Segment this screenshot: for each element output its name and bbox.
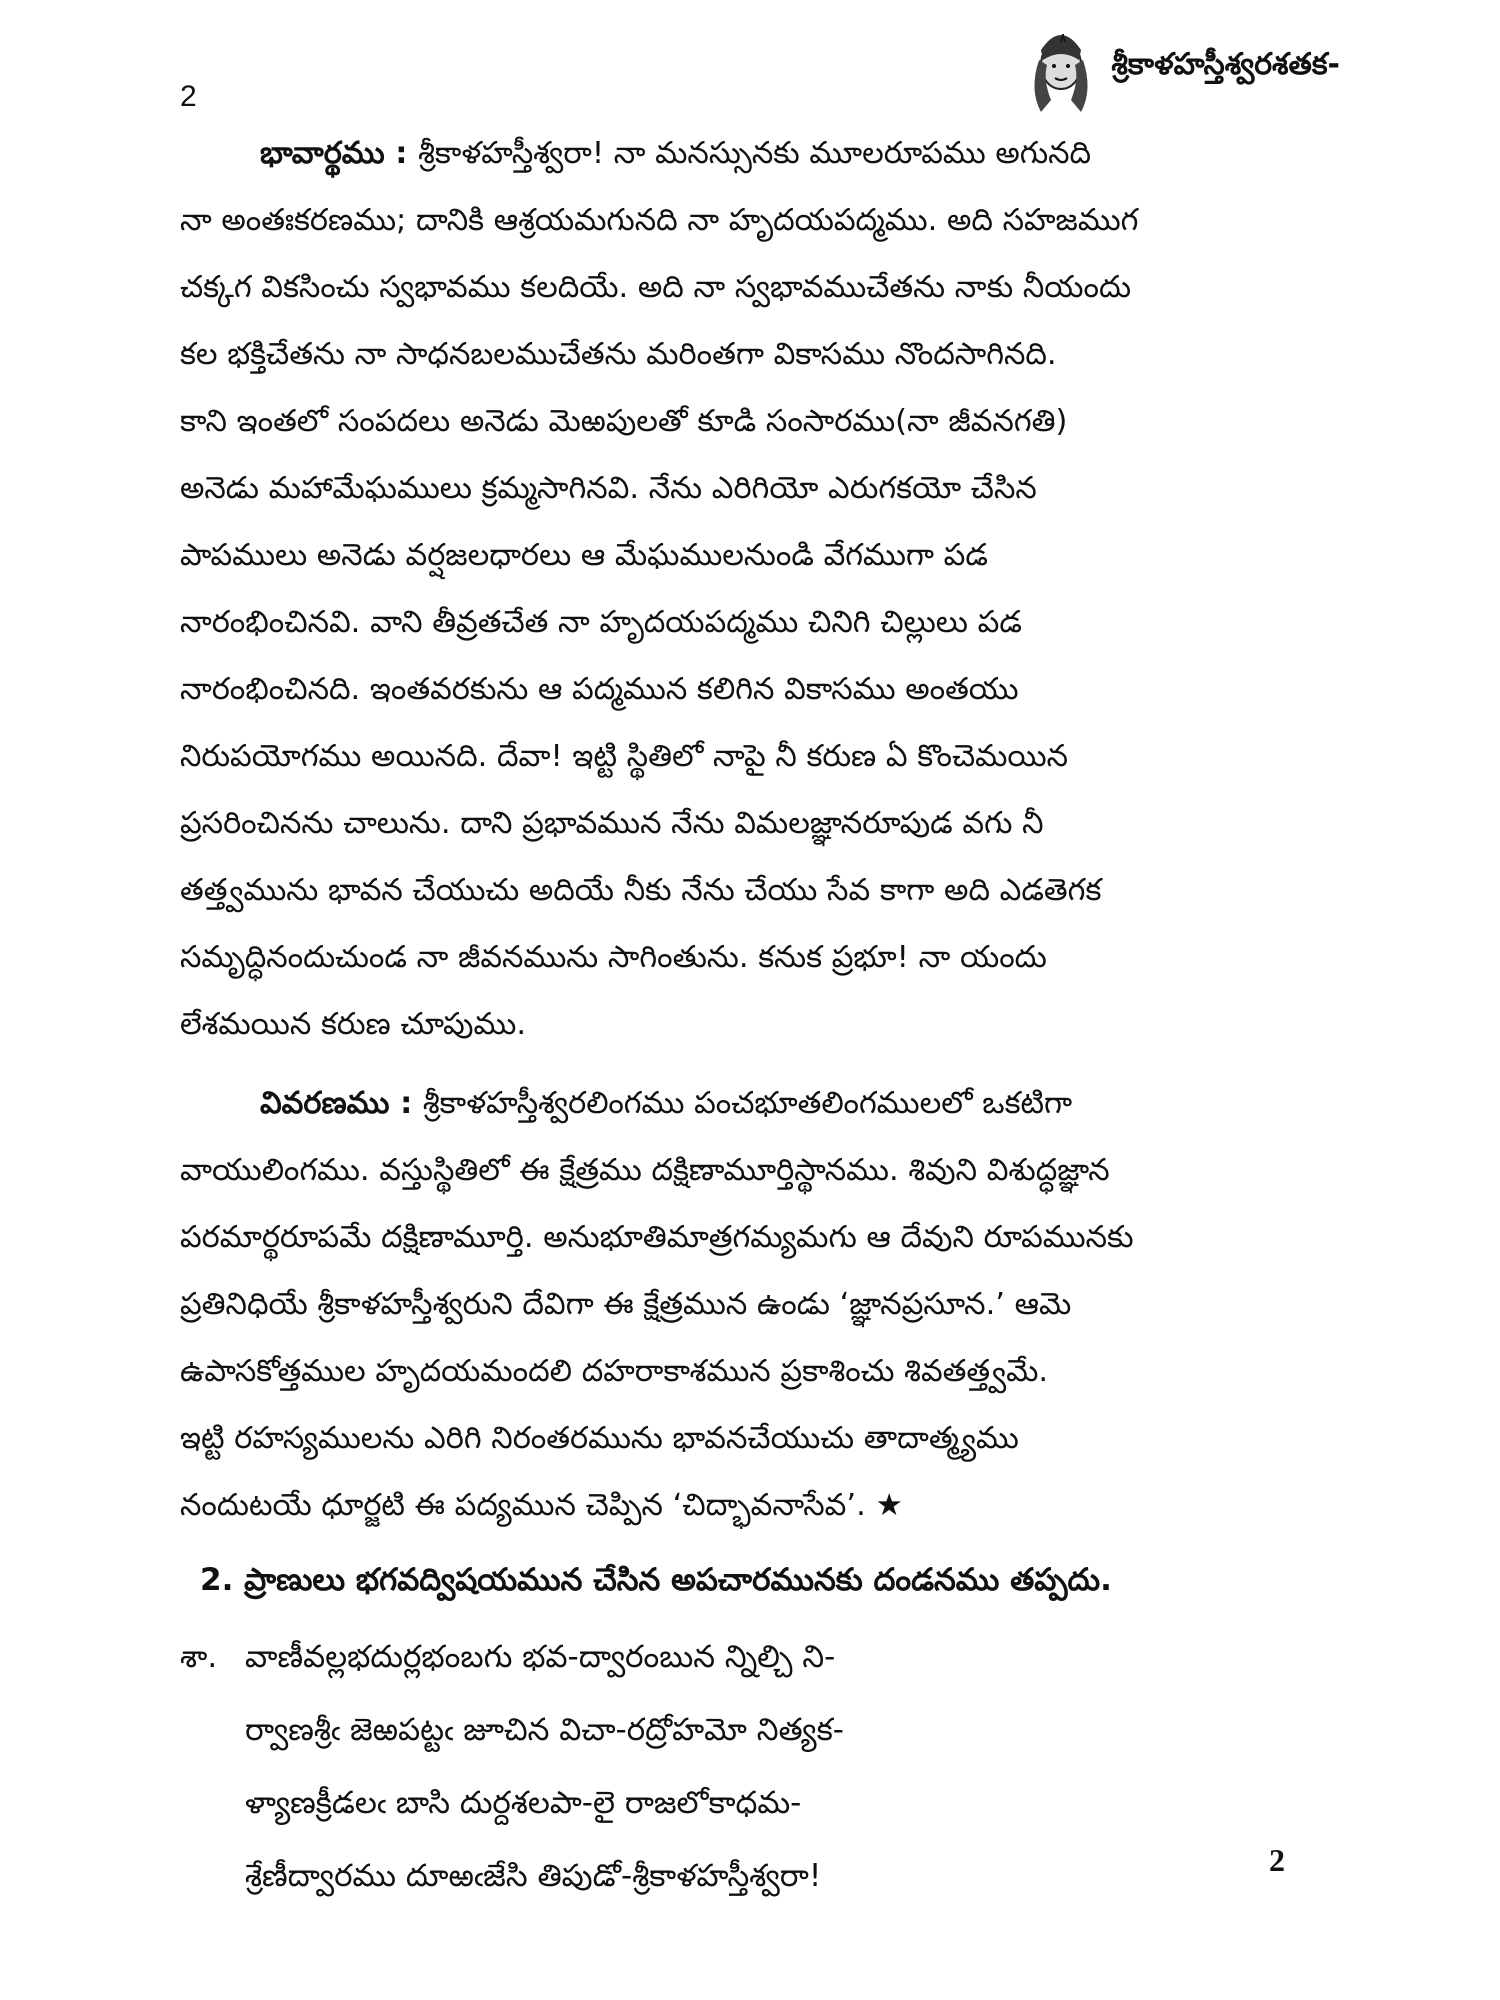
bhavardhamu-line: నారంభించినవి. వాని తీవ్రతచేత నా హృదయపద్మము చినిగి చిల్లులు పడ [180, 605, 1022, 640]
bhavardhamu-line: లేశమయిన కరుణ చూపుము. [180, 1007, 527, 1042]
verse-number: 2 [1269, 1842, 1285, 1878]
verse-line: ర్వాణశ్రీఁ జెఱపట్టఁ జూచిన విచా-రద్రోహమో నిత్యక- [245, 1712, 844, 1748]
vivaranamu-line: వాయులింగము. వస్తుస్థితిలో ఈ క్షేత్రము దక్షిణామూర్తిస్థానము. శివుని విశుద్ధజ్ఞాన [180, 1153, 1110, 1188]
bhavardhamu-line: నా అంతఃకరణము; దానికి ఆశ్రయమగునది నా హృదయపద్మము. అది సహజముగ [180, 203, 1139, 238]
running-header [1021, 20, 1340, 115]
page-body [180, 120, 1320, 1913]
bhavardhamu-line: కల భక్తిచేతను నా సాధనబలముచేతను మరింతగా వికాసము నొందసాగినది. [180, 337, 1057, 372]
shiva-portrait-icon [1021, 20, 1101, 115]
vivaranamu-line: ఉపాసకోత్తముల హృదయమందలి దహరాకాశమున ప్రకాశించు శివతత్త్వమే. [180, 1354, 1049, 1389]
vivaranamu-line: నందుటయే ధూర్జటి ఈ పద్యమున చెప్పిన ‘చిద్భావనాసేవ’. ★ [180, 1488, 903, 1523]
bhavardhamu-line: శ్రీకాళహస్తీశ్వరా! నా మనస్సునకు మూలరూపము అగునది [418, 136, 1092, 171]
bhavardhamu-line: కాని ఇంతలో సంపదలు అనెడు మెఱపులతో కూడి సంసారము(నా జీవనగతి) [180, 404, 1068, 439]
verse-line: వాణీవల్లభదుర్లభంబగు భవ-ద్వారంబున న్నిల్చి ని- [245, 1639, 836, 1675]
bhavardhamu-line: సమృద్ధినందుచుండ నా జీవనమును సాగింతును. కనుక ప్రభూ! నా యందు [180, 940, 1047, 975]
book-title: శ్రీకాళహస్తీశ్వరశతక- [1111, 46, 1340, 82]
bhavardhamu-line: చక్కగ వికసించు స్వభావము కలదియే. అది నా స్వభావముచేతను నాకు నీయందు [180, 270, 1132, 305]
verse-marker: శా. [180, 1639, 218, 1675]
vivaranamu-label: వివరణము : [260, 1086, 423, 1121]
page-number: 2 [180, 80, 197, 113]
bhavardhamu-line: తత్త్వమును భావన చేయుచు అదియే నీకు నేను చేయు సేవ కాగా అది ఎడతెగక [180, 873, 1102, 908]
bhavardhamu-paragraph [180, 120, 1320, 1058]
vivaranamu-line: ఇట్టి రహస్యములను ఎరిగి నిరంతరమును భావనచేయుచు తాదాత్మ్యము [180, 1421, 1019, 1456]
bhavardhamu-line: పాపములు అనెడు వర్షజలధారలు ఆ మేఘములనుండి వేగముగా పడ [180, 538, 988, 573]
verse-line: శ్రేణీద్వారము దూఱఁజేసి తిపుడో-శ్రీకాళహస్తీశ్వరా! [245, 1858, 822, 1894]
bhavardhamu-line: నారంభించినది. ఇంతవరకును ఆ పద్మమున కలిగిన వికాసము అంతయు [180, 672, 1019, 707]
vivaranamu-line: పరమార్థరూపమే దక్షిణామూర్తి. అనుభూతిమాత్రగమ్యమగు ఆ దేవుని రూపమునకు [180, 1220, 1134, 1255]
bhavardhamu-line: నిరుపయోగము అయినది. దేవా! ఇట్టి స్థితిలో నాపై నీ కరుణ ఏ కొంచెమయిన [180, 739, 1069, 774]
vivaranamu-paragraph [180, 1070, 1320, 1539]
bhavardhamu-line: ప్రసరించినను చాలును. దాని ప్రభావమున నేను విమలజ్ఞానరూపుడ వగు నీ [180, 806, 1044, 841]
section-heading: 2. ప్రాణులు భగవద్విషయమున చేసిన అపచారమునకు దండనము తప్పదు. [200, 1562, 1112, 1598]
bhavardhamu-label: భావార్థము : [260, 136, 419, 171]
verse-block [180, 1621, 1320, 1913]
vivaranamu-line: శ్రీకాళహస్తీశ్వరలింగము పంచభూతలింగములలో ఒకటిగా [422, 1086, 1073, 1121]
vivaranamu-line: ప్రతినిధియే శ్రీకాళహస్తీశ్వరుని దేవిగా ఈ క్షేత్రమున ఉండు ‘జ్ఞానప్రసూన.’ ఆమె [180, 1287, 1072, 1322]
bhavardhamu-line: అనెడు మహామేఘములు క్రమ్మసాగినవి. నేను ఎరిగియో ఎరుగకయో చేసిన [180, 471, 1037, 506]
verse-line: ళ్యాణక్రీడలఁ బాసి దుర్దశలపా-లై రాజలోకాధమ- [245, 1785, 802, 1821]
